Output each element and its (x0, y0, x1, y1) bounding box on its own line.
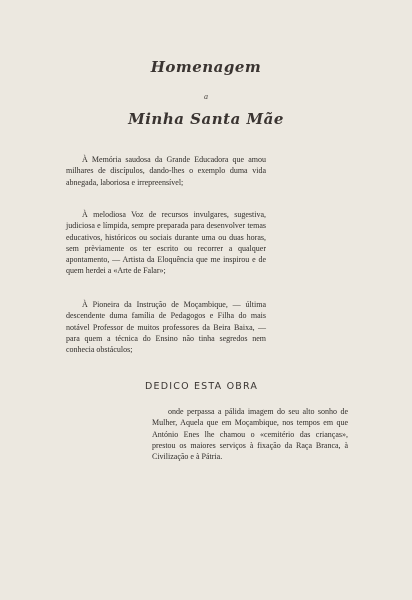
page-title: Homenagem (150, 58, 262, 76)
title-connector: a (204, 92, 208, 101)
paragraph-memory (66, 154, 266, 188)
paragraph-text: À melodiosa Voz de recursos invulgares, sugestiva, judiciosa e límpida, sempre preparada para desenvolver temas educativos, históricos ou sociais durante uma ou duas horas, sem prèviamente os ter escrito ou recorrer a qualquer apontamento, — Artista da Eloquência que me inspirou e de quem herdei a «Arte de Falar»; (66, 210, 266, 276)
page-subtitle: Minha Santa Mãe (128, 110, 284, 128)
dedication-heading: DEDICO ESTA OBRA (145, 381, 259, 392)
paragraph-closing (152, 406, 348, 462)
paragraph-text: À Pioneira da Instrução de Moçambique, — última descendente duma família de Pedagogos e Filha do mais notável Professor de muitos professores da Beira Baixa, — para quem a técnica do Ensino não tinha segredos nem conhecia obstáculos; (66, 300, 266, 355)
paragraph-text: onde perpassa a pálida imagem do seu alto sonho de Mulher, Aquela que em Moçambique, nos tempos em que António Enes lhe chamou o «cemitério das crianças», prestou os maiores serviços à fixação da Raça Branca, à Civilização e à Pátria. (152, 407, 348, 462)
paragraph-pioneer (66, 299, 266, 355)
paragraph-text: À Memória saudosa da Grande Educadora que amou milhares de discípulos, dando-lhes o exemplo duma vida abnegada, laboriosa e irrepreensível; (66, 155, 266, 187)
paragraph-voice (66, 209, 266, 277)
